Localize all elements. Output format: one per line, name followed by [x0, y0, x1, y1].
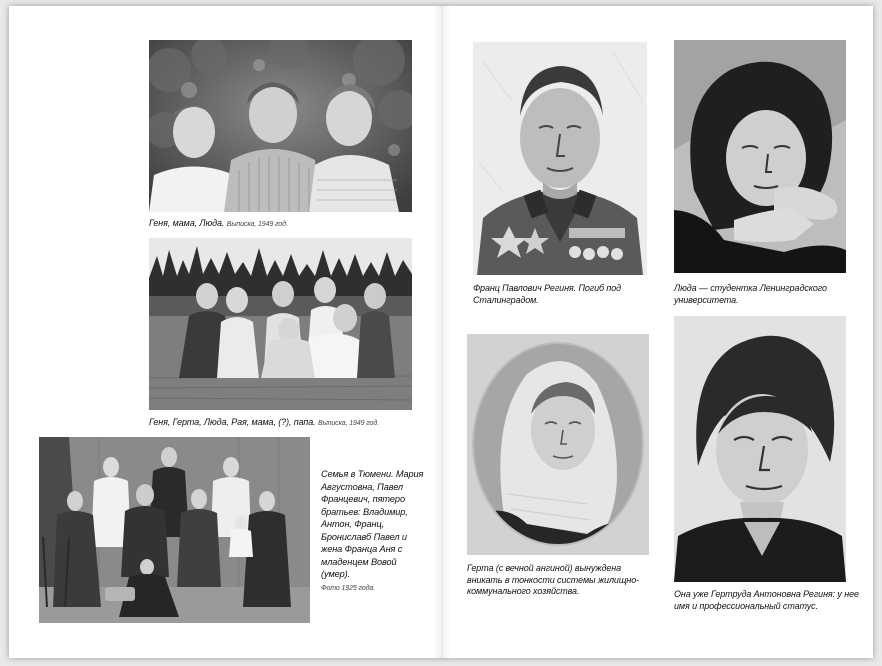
caption-photo1: [149, 218, 429, 231]
portrait-franz-regina: [473, 42, 647, 275]
left-page: [9, 6, 441, 658]
caption-portrait4: [674, 589, 864, 612]
caption-portrait4-text: Она уже Гертруда Антоновна Региня: у нее имя и профессиональный статус.: [674, 589, 859, 611]
caption-portrait2: [674, 283, 860, 306]
portrait-lyuda-student: [674, 40, 846, 273]
caption-photo3: [321, 468, 427, 595]
caption-photo2-note: Выписка, 1949 год.: [318, 420, 379, 427]
caption-portrait2-text: Люда — студентка Ленинградского университета.: [674, 283, 827, 305]
portrait-gertruda-antonovna: [674, 316, 846, 582]
caption-photo3-note: Фото 1925 года.: [321, 584, 376, 592]
caption-portrait1: [473, 283, 659, 306]
photo-family-tyumen: [39, 437, 310, 623]
right-page: [441, 6, 873, 658]
book-spread: [9, 6, 873, 658]
caption-photo1-note: Выписка, 1949 год.: [226, 221, 288, 228]
caption-photo1-text: Геня, мама, Люда.: [149, 218, 225, 228]
portrait-gerta-oval: [467, 334, 649, 555]
caption-portrait3-text: Герта (с вечной ангиной) вынуждена вникать в тонкости системы жилищно-коммунального хозяйства.: [467, 563, 640, 596]
caption-photo3-text: Семья в Тюмени. Мария Августовна, Павел Францевич, пятеро братьев: Владимир, Антон, Франц, Брониславб Павел и жена Франца Аня с младенцем Вовой (умер).: [321, 469, 424, 579]
caption-portrait1-text: Франц Павлович Региня. Погиб под Сталинградом.: [473, 283, 622, 305]
caption-photo2: [149, 417, 434, 430]
photo-group-on-grass: [149, 238, 412, 410]
caption-photo2-text: Геня, Герта, Люда, Рая, мама, (?), папа.: [149, 417, 316, 427]
photo-genya-mama-lyuda: [149, 40, 412, 212]
caption-portrait3: [467, 563, 657, 598]
